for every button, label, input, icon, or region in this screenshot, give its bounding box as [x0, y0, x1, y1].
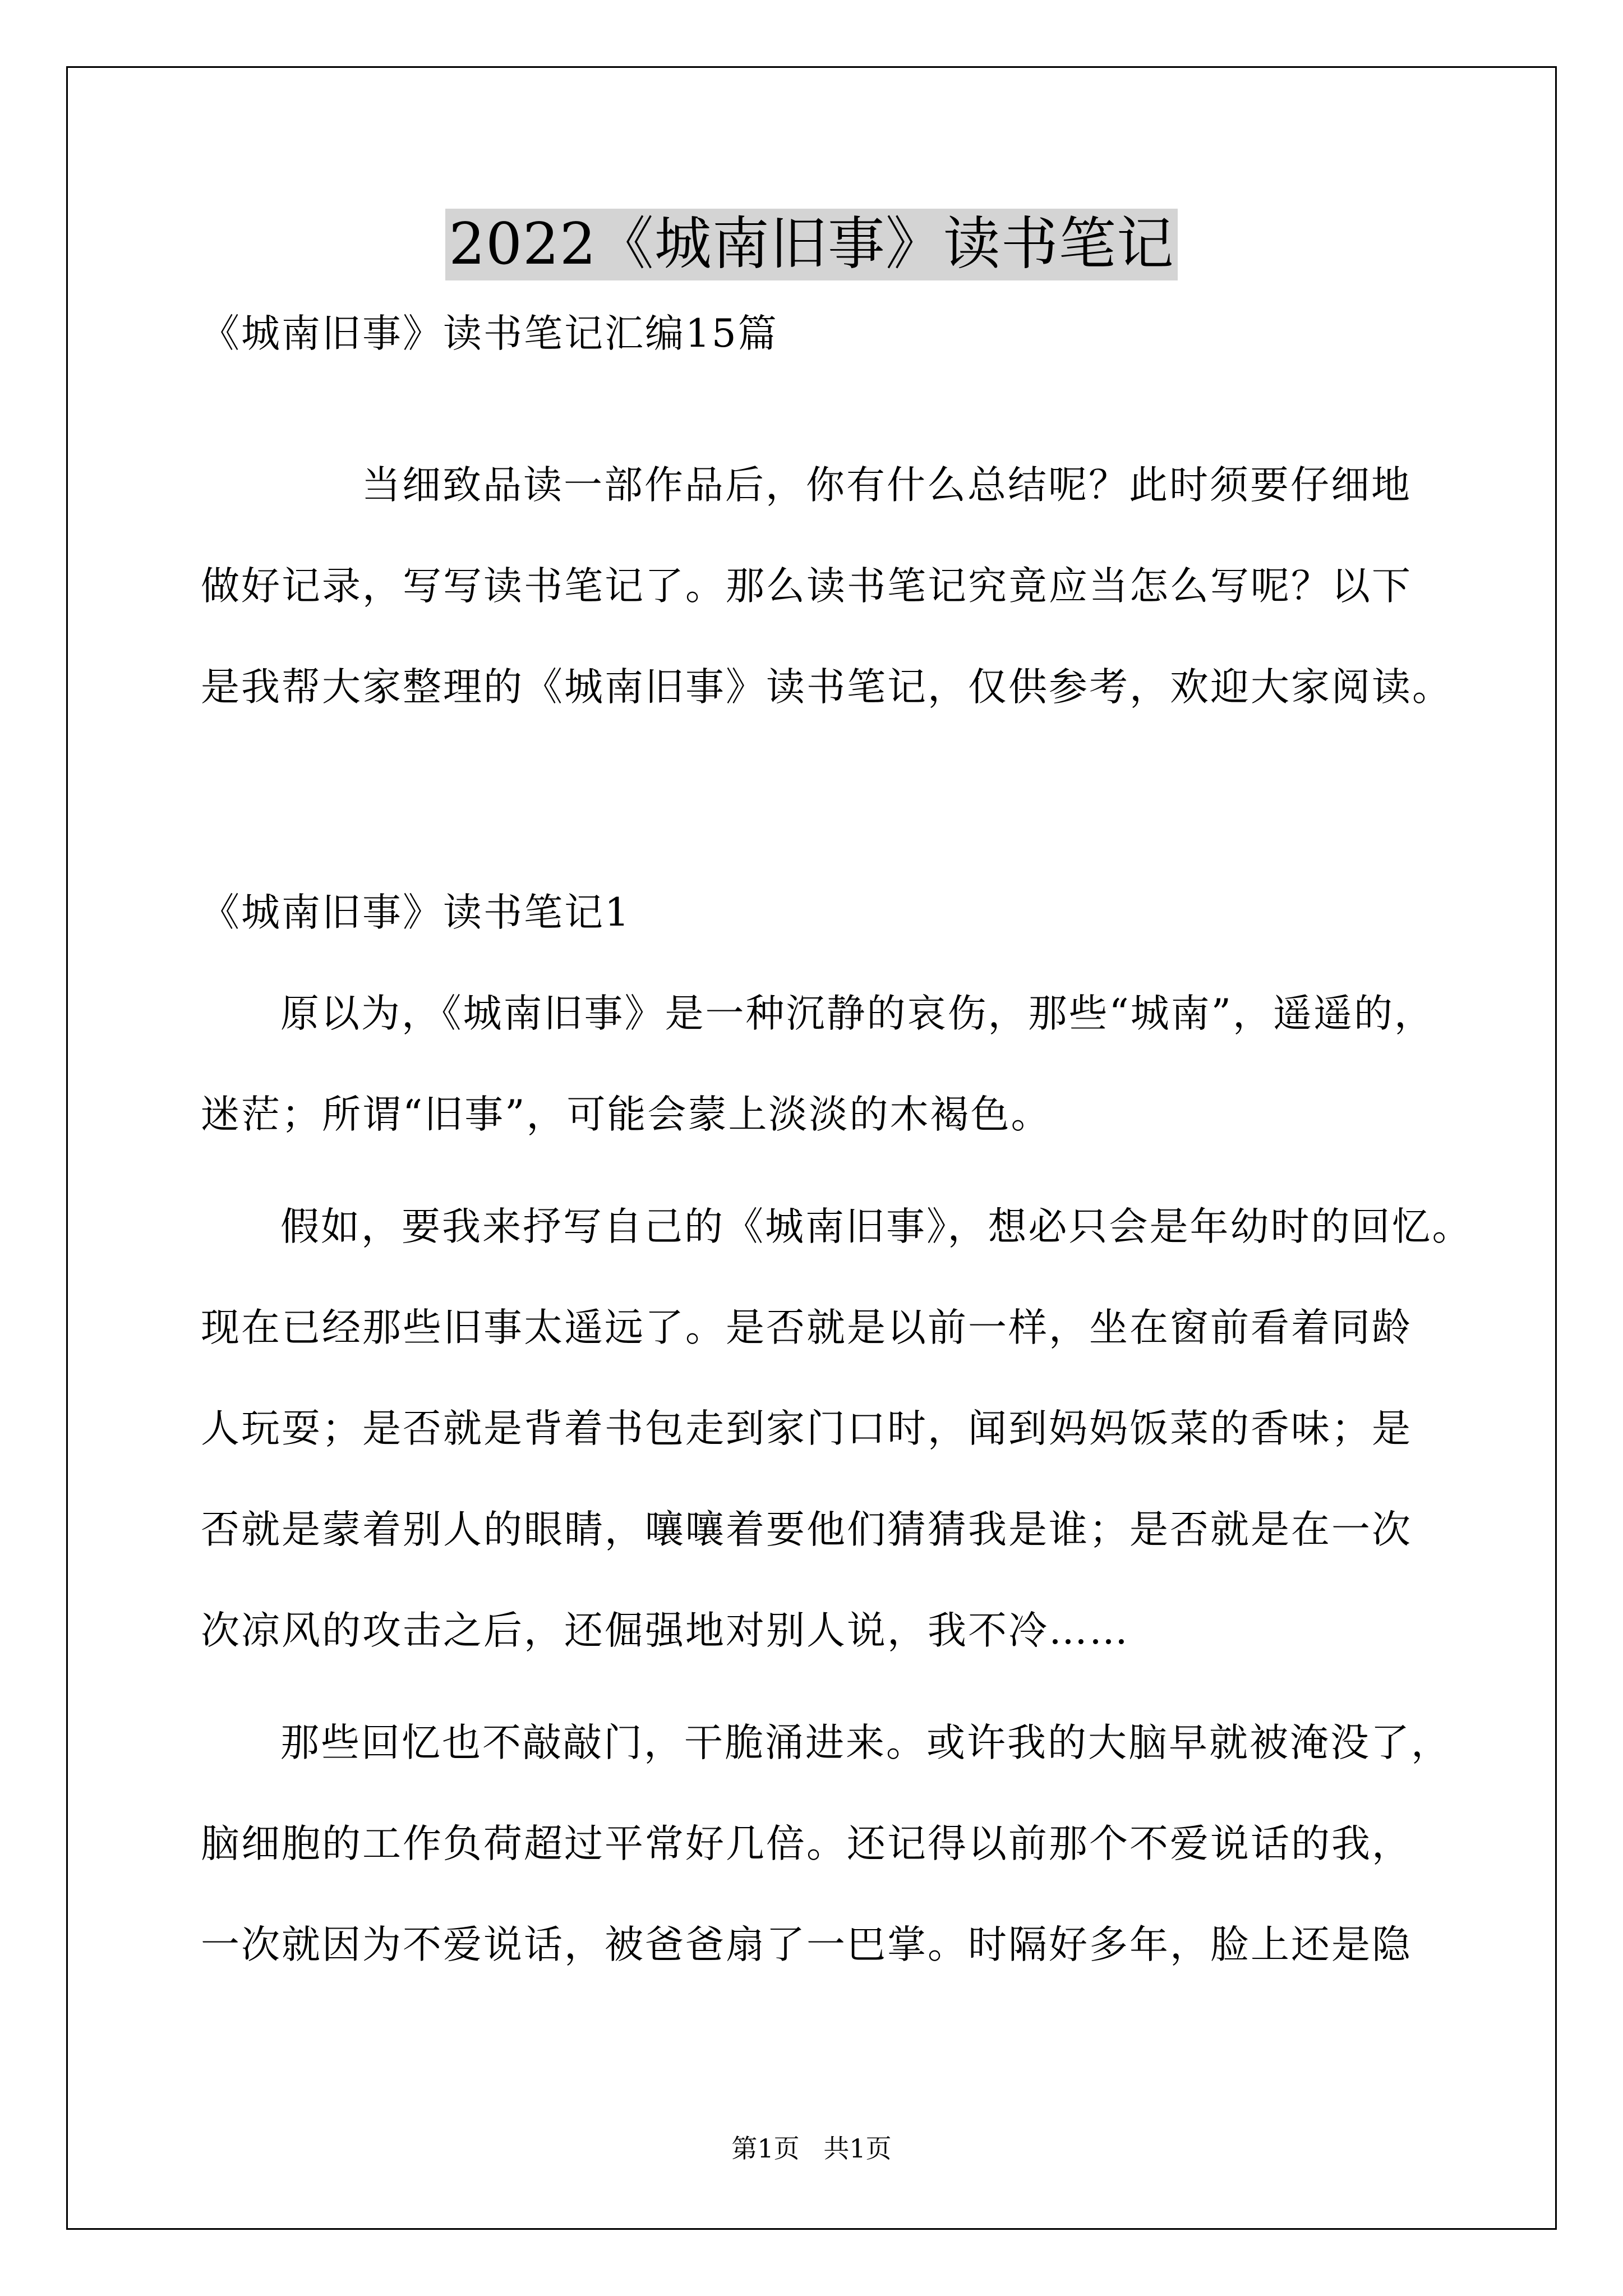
paragraph-line: 原以为，《城南旧事》是一种沉静的哀伤，那些“城南”，遥遥的，: [280, 991, 1435, 1036]
paragraph-line: 一次就因为不爱说话，被爸爸扇了一巴掌。时隔好多年，脸上还是隐: [201, 1922, 1412, 1967]
document-title: 2022《城南旧事》读书笔记: [445, 209, 1178, 280]
paragraph-line: 现在已经那些旧事太遥远了。是否就是以前一样，坐在窗前看着同龄: [201, 1305, 1412, 1350]
page-border: [66, 66, 1557, 2230]
paragraph-line: 次凉风的攻击之后，还倔强地对别人说，我不冷……: [201, 1608, 1129, 1653]
title-container: [0, 209, 1623, 280]
intro-line: 当细致品读一部作品后，你有什么总结呢？此时须要仔细地: [362, 463, 1412, 508]
paragraph-line: 那些回忆也不敲敲门，干脆涌进来。或许我的大脑早就被淹没了，: [280, 1720, 1451, 1765]
document-subtitle: 《城南旧事》读书笔记汇编15篇: [201, 311, 778, 356]
page-total: 共1页: [823, 2133, 892, 2164]
page-number: 第1页: [731, 2133, 800, 2164]
section-heading: 《城南旧事》读书笔记1: [201, 890, 631, 935]
intro-line: 是我帮大家整理的《城南旧事》读书笔记，仅供参考，欢迎大家阅读。: [201, 665, 1453, 710]
page-footer: [0, 2132, 1623, 2165]
paragraph-line: 否就是蒙着别人的眼睛，嚷嚷着要他们猜猜我是谁；是否就是在一次: [201, 1507, 1412, 1552]
paragraph-line: 人玩耍；是否就是背着书包走到家门口时，闻到妈妈饭菜的香味；是: [201, 1406, 1412, 1451]
paragraph-line: 迷茫；所谓“旧事”，可能会蒙上淡淡的木褐色。: [201, 1092, 1052, 1137]
intro-line: 做好记录，写写读书笔记了。那么读书笔记究竟应当怎么写呢？以下: [201, 564, 1412, 609]
paragraph-line: 假如，要我来抒写自己的《城南旧事》，想必只会是年幼时的回忆。: [280, 1204, 1473, 1249]
paragraph-line: 脑细胞的工作负荷超过平常好几倍。还记得以前那个不爱说话的我，: [201, 1821, 1412, 1866]
